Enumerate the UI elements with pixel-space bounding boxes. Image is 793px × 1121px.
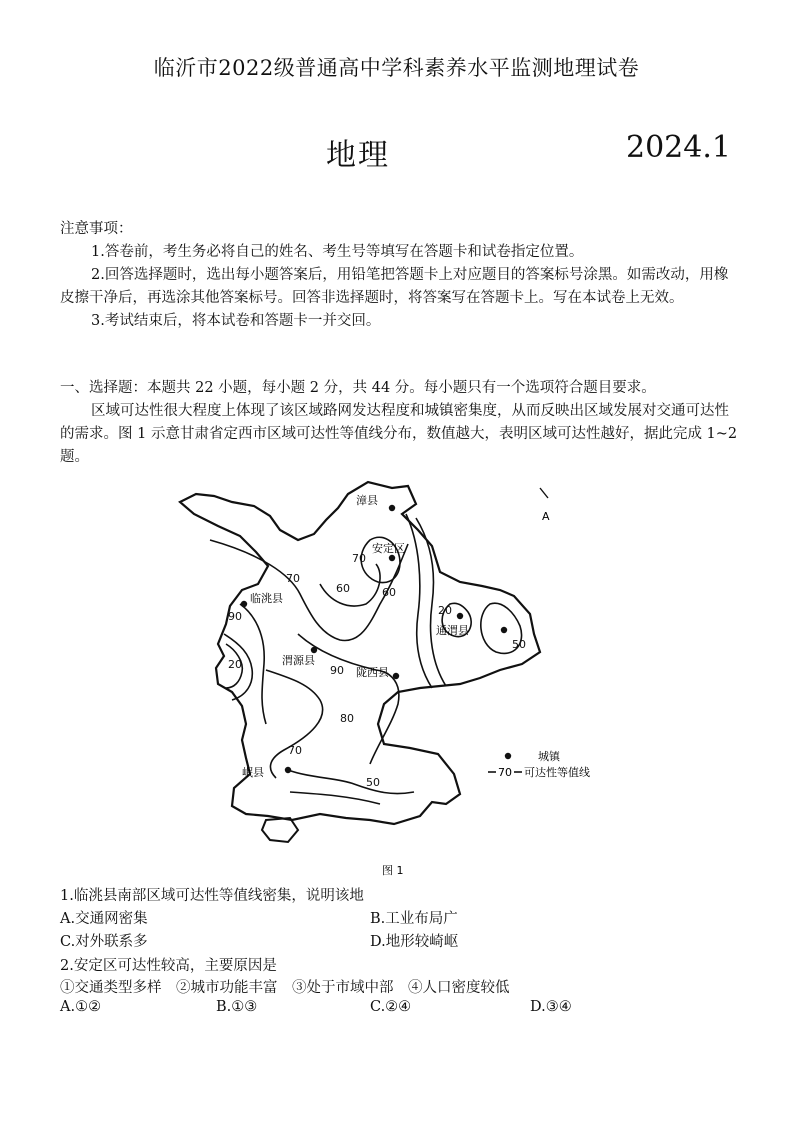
town-dot xyxy=(241,601,247,607)
contour-label: 20 xyxy=(228,658,242,671)
north-arrow xyxy=(540,488,550,523)
town-dot xyxy=(389,555,395,561)
legend-town-label: 城镇 xyxy=(538,750,560,763)
contour-line xyxy=(320,564,380,606)
legend-line-value: 70 xyxy=(498,766,512,779)
q2-option-c[interactable]: C.②④ xyxy=(370,999,412,1015)
contour-label: 90 xyxy=(228,610,242,623)
exam-date: 2024.1 xyxy=(626,130,731,165)
contour-line xyxy=(266,670,323,778)
town-label: 通渭县 xyxy=(436,624,469,637)
contour-label: 60 xyxy=(336,582,350,595)
figure-caption: 图 1 xyxy=(382,864,404,877)
town-dot xyxy=(501,627,507,633)
contour-label: 80 xyxy=(340,712,354,725)
contour-label: 70 xyxy=(288,744,302,757)
town-label: 岷县 xyxy=(242,766,264,779)
contour-label: 70 xyxy=(352,552,366,565)
contour-label: 60 xyxy=(382,586,396,599)
exam-title: 临沂市2022级普通高中学科素养水平监测地理试卷 xyxy=(153,56,640,80)
town-dot xyxy=(389,505,395,511)
legend-town-dot xyxy=(505,753,511,759)
question-2-stem: 2.安定区可达性较高，主要原因是 xyxy=(60,958,277,974)
town-label: 陇西县 xyxy=(356,666,389,679)
contour-label: 20 xyxy=(438,604,452,617)
note-item-3: 3.考试结束后，将本试卷和答题卡一并交回。 xyxy=(91,313,381,329)
section-intro: 区域可达性很大程度上体现了该区域路网发达程度和城镇密集度，从而反映出区域发展对交通可达性的需求。图 1 示意甘肃省定西市区域可达性等值线分布，数值越大，表明区域可达性越好，据此完成 1~2 题。 xyxy=(60,403,738,465)
contour-line xyxy=(210,540,408,641)
q2-option-a[interactable]: A.①② xyxy=(60,999,102,1015)
contour-line xyxy=(288,770,414,794)
town-dot xyxy=(393,673,399,679)
notes-block xyxy=(60,218,740,333)
contour-label: 90 xyxy=(330,664,344,677)
figure-1-map xyxy=(170,474,620,884)
contour-label: 50 xyxy=(366,776,380,789)
town-dot xyxy=(311,647,317,653)
note-item-1: 1.答卷前，考生务必将自己的姓名、考生号等填写在答题卡和试卷指定位置。 xyxy=(91,244,584,260)
accessibility-map xyxy=(170,474,620,884)
svg-text:A: A xyxy=(542,510,550,523)
question-2-statements: ①交通类型多样 ②城市功能丰富 ③处于市域中部 ④人口密度较低 xyxy=(60,980,510,996)
town-label: 临洮县 xyxy=(250,592,283,605)
q2-option-d[interactable]: D.③④ xyxy=(530,999,572,1015)
map-legend xyxy=(488,749,590,779)
contour-line xyxy=(290,792,380,804)
contour-label: 70 xyxy=(286,572,300,585)
contour-line xyxy=(240,604,266,724)
section-block xyxy=(60,377,740,469)
town-markers xyxy=(241,493,507,779)
enclave-outline xyxy=(262,818,298,842)
question-1-stem: 1.临洮县南部区域可达性等值线密集，说明该地 xyxy=(60,888,364,904)
q1-option-a[interactable]: A.交通网密集 xyxy=(60,911,148,927)
town-label: 漳县 xyxy=(356,494,378,507)
contour-label: 50 xyxy=(512,638,526,651)
note-item-2: 2.回答选择题时，选出每小题答案后，用铅笔把答题卡上对应题目的答案标号涂黑。如需改动，用橡皮擦干净后，再选涂其他答案标号。回答非选择题时，将答案写在答题卡上。写在本试卷上无效。 xyxy=(60,267,729,306)
q2-option-b[interactable]: B.①③ xyxy=(216,999,258,1015)
q1-option-b[interactable]: B.工业布局广 xyxy=(370,911,458,927)
q1-option-c[interactable]: C.对外联系多 xyxy=(60,934,148,950)
town-dot xyxy=(285,767,291,773)
subject-title: 地理 xyxy=(326,138,390,173)
region-outline xyxy=(180,482,540,824)
legend-line-label: 可达性等值线 xyxy=(524,766,590,779)
town-dot xyxy=(457,613,463,619)
section-heading: 一、选择题：本题共 22 小题，每小题 2 分，共 44 分。每小题只有一个选项符合题目要求。 xyxy=(60,380,656,396)
notes-heading: 注意事项： xyxy=(60,221,133,237)
town-label: 渭源县 xyxy=(282,654,315,667)
q1-option-d[interactable]: D.地形较崎岖 xyxy=(370,934,459,950)
town-label: 安定区 xyxy=(372,542,405,555)
